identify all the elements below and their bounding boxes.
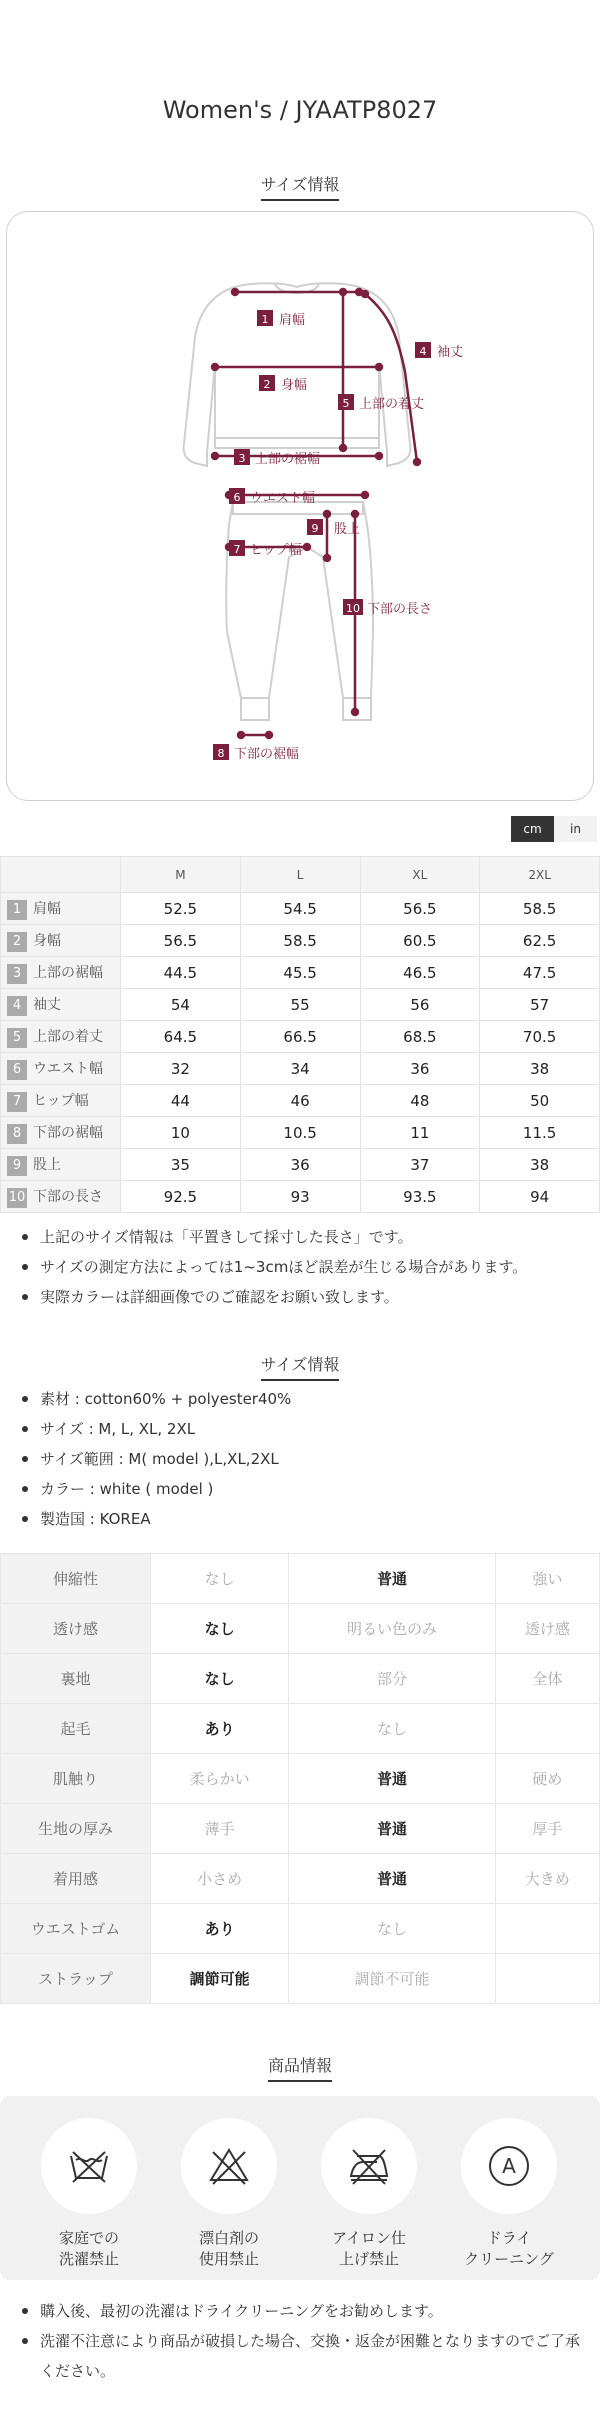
size-notes-list — [14, 1222, 586, 1312]
table-row — [1, 1021, 600, 1053]
fabric-option: 透け感 — [495, 1604, 599, 1654]
svg-text:上部の裾幅: 上部の裾幅 — [255, 452, 321, 467]
fabric-label: 伸縮性 — [1, 1554, 151, 1604]
row-number-badge: 6 — [7, 1060, 27, 1080]
row-label — [1, 1181, 121, 1213]
row-label-text: 股上 — [33, 1156, 61, 1173]
no-iron-finish-icon — [321, 2118, 417, 2214]
svg-text:ヒップ幅: ヒップ幅 — [250, 543, 302, 558]
table-cell: 11.5 — [480, 1117, 600, 1149]
row-label — [1, 989, 121, 1021]
svg-text:4: 4 — [419, 345, 427, 358]
fabric-option: 調節可能 — [151, 1954, 289, 2004]
svg-text:7: 7 — [233, 543, 241, 556]
list-item: サイズの測定方法によっては1~3cmほど誤差が生じる場合があります。 — [14, 1252, 586, 1282]
fabric-label: ウエストゴム — [1, 1904, 151, 1954]
table-row — [1, 1854, 600, 1904]
row-label-text: ヒップ幅 — [33, 1092, 89, 1109]
size-header: XL — [360, 857, 480, 893]
spec-heading-text: サイズ情報 — [261, 1352, 340, 1381]
product-heading — [0, 2053, 600, 2082]
table-cell: 94 — [480, 1181, 600, 1213]
fabric-label: 裏地 — [1, 1654, 151, 1704]
list-item: 製造国 : KOREA — [14, 1504, 586, 1534]
list-item: 購入後、最初の洗濯はドライクリーニングをお勧めします。 — [14, 2296, 586, 2326]
table-cell: 58.5 — [480, 893, 600, 925]
table-cell: 64.5 — [121, 1021, 241, 1053]
row-number-badge: 2 — [7, 932, 27, 952]
svg-text:上部の着丈: 上部の着丈 — [359, 397, 425, 412]
care-label: アイロン仕 上げ禁止 — [332, 2229, 406, 2268]
table-row — [1, 925, 600, 957]
svg-text:3: 3 — [238, 452, 246, 465]
size-header: M — [121, 857, 241, 893]
row-label-text: 身幅 — [33, 932, 61, 949]
size-table-corner — [1, 857, 121, 893]
table-row — [1, 893, 600, 925]
fabric-label: 起毛 — [1, 1704, 151, 1754]
table-row — [1, 1904, 600, 1954]
diagram-label-7 — [229, 540, 302, 558]
product-heading-text: 商品情報 — [268, 2053, 332, 2082]
list-item: サイズ : M, L, XL, 2XL — [14, 1414, 586, 1444]
table-cell: 54.5 — [240, 893, 360, 925]
table-cell: 57 — [480, 989, 600, 1021]
list-item: 洗濯不注意により商品が破損した場合、交換・返金が困難となりますのでご了承ください。 — [14, 2326, 586, 2386]
size-header: L — [240, 857, 360, 893]
diagram-label-9 — [307, 519, 360, 537]
care-item — [41, 2118, 137, 2270]
diagram-label-8 — [213, 744, 299, 762]
row-label-text: 下部の長さ — [33, 1188, 103, 1205]
row-label-text: ウエスト幅 — [33, 1060, 103, 1077]
diagram-label-10 — [343, 599, 432, 617]
table-cell: 50 — [480, 1085, 600, 1117]
list-item: 上記のサイズ情報は「平置きして採寸した長さ」です。 — [14, 1222, 586, 1252]
row-label — [1, 957, 121, 989]
fabric-option — [495, 1954, 599, 2004]
table-cell: 45.5 — [240, 957, 360, 989]
svg-text:6: 6 — [233, 491, 241, 504]
svg-text:8: 8 — [217, 747, 225, 760]
fabric-option — [495, 1704, 599, 1754]
fabric-option: 強い — [495, 1554, 599, 1604]
table-cell: 35 — [121, 1149, 241, 1181]
table-row — [1, 957, 600, 989]
fabric-option: 普通 — [289, 1804, 495, 1854]
row-number-badge: 8 — [7, 1124, 27, 1144]
table-cell: 44 — [121, 1085, 241, 1117]
table-row — [1, 1704, 600, 1754]
row-number-badge: 4 — [7, 996, 27, 1016]
row-number-badge: 10 — [7, 1188, 27, 1208]
diagram-label-5 — [338, 394, 424, 412]
svg-text:肩幅: 肩幅 — [279, 313, 306, 328]
fabric-option: あり — [151, 1904, 289, 1954]
size-header: 2XL — [480, 857, 600, 893]
diagram-label-3 — [234, 449, 320, 467]
fabric-option: なし — [289, 1904, 495, 1954]
fabric-option: なし — [151, 1654, 289, 1704]
svg-text:ウエスト幅: ウエスト幅 — [250, 491, 316, 506]
svg-text:下部の裾幅: 下部の裾幅 — [234, 747, 300, 762]
fabric-option: 小さめ — [151, 1854, 289, 1904]
diagram-label-1 — [257, 310, 305, 328]
diagram-label-6 — [229, 488, 315, 506]
table-cell: 38 — [480, 1149, 600, 1181]
list-item: 実際カラーは詳細画像でのご確認をお願い致します。 — [14, 1282, 586, 1312]
svg-text:身幅: 身幅 — [281, 378, 308, 393]
care-instructions — [0, 2096, 600, 2280]
table-cell: 62.5 — [480, 925, 600, 957]
list-item: 素材 : cotton60% + polyester40% — [14, 1384, 586, 1414]
fabric-label: 肌触り — [1, 1754, 151, 1804]
size-diagram — [6, 211, 594, 801]
table-cell: 54 — [121, 989, 241, 1021]
svg-text:5: 5 — [342, 397, 350, 410]
table-cell: 66.5 — [240, 1021, 360, 1053]
table-row — [1, 1754, 600, 1804]
spec-list — [14, 1384, 586, 1534]
table-cell: 44.5 — [121, 957, 241, 989]
row-label — [1, 893, 121, 925]
table-row — [1, 989, 600, 1021]
table-cell: 68.5 — [360, 1021, 480, 1053]
fabric-option: 硬め — [495, 1754, 599, 1804]
table-cell: 52.5 — [121, 893, 241, 925]
fabric-option: 部分 — [289, 1654, 495, 1704]
table-row — [1, 1954, 600, 2004]
svg-text:袖丈: 袖丈 — [437, 345, 464, 360]
fabric-label: 着用感 — [1, 1854, 151, 1904]
table-cell: 36 — [360, 1053, 480, 1085]
table-row — [1, 1053, 600, 1085]
fabric-option: 普通 — [289, 1554, 495, 1604]
fabric-option: なし — [151, 1604, 289, 1654]
table-row — [1, 1654, 600, 1704]
table-cell: 46 — [240, 1085, 360, 1117]
table-cell: 56.5 — [360, 893, 480, 925]
table-cell: 11 — [360, 1117, 480, 1149]
table-row — [1, 1554, 600, 1604]
row-number-badge: 9 — [7, 1156, 27, 1176]
row-label — [1, 1021, 121, 1053]
row-label — [1, 1149, 121, 1181]
table-cell: 34 — [240, 1053, 360, 1085]
fabric-option: 普通 — [289, 1854, 495, 1904]
table-cell: 60.5 — [360, 925, 480, 957]
row-label-text: 上部の着丈 — [33, 1028, 103, 1045]
size-table-header-row — [1, 857, 600, 893]
fabric-label: 透け感 — [1, 1604, 151, 1654]
fabric-table — [0, 1553, 600, 2004]
unit-in-button[interactable]: in — [554, 816, 597, 842]
svg-text:9: 9 — [311, 522, 319, 535]
row-label — [1, 1117, 121, 1149]
table-row — [1, 1804, 600, 1854]
table-cell: 55 — [240, 989, 360, 1021]
size-table — [0, 856, 600, 1213]
fabric-option: 普通 — [289, 1754, 495, 1804]
fabric-option: 薄手 — [151, 1804, 289, 1854]
table-cell: 10.5 — [240, 1117, 360, 1149]
fabric-option: 柔らかい — [151, 1754, 289, 1804]
row-label-text: 下部の裾幅 — [33, 1124, 103, 1141]
table-row — [1, 1085, 600, 1117]
svg-text:A: A — [502, 2154, 516, 2178]
care-notes-list — [14, 2296, 586, 2386]
table-cell: 56 — [360, 989, 480, 1021]
table-cell: 56.5 — [121, 925, 241, 957]
fabric-option: 全体 — [495, 1654, 599, 1704]
svg-text:1: 1 — [261, 313, 269, 326]
no-bleach-icon — [181, 2118, 277, 2214]
garment-diagram-svg — [7, 212, 595, 802]
care-item — [181, 2118, 277, 2270]
table-cell: 47.5 — [480, 957, 600, 989]
care-label: 家庭での 洗濯禁止 — [58, 2229, 119, 2268]
list-item: サイズ範囲 : M( model ),L,XL,2XL — [14, 1444, 586, 1474]
table-cell: 93 — [240, 1181, 360, 1213]
diagram-label-4 — [415, 342, 463, 360]
table-cell: 38 — [480, 1053, 600, 1085]
care-label: ドライ クリーニング — [464, 2229, 554, 2268]
row-number-badge: 5 — [7, 1028, 27, 1048]
row-label-text: 袖丈 — [33, 996, 61, 1013]
fabric-option: 明るい色のみ — [289, 1604, 495, 1654]
table-cell: 46.5 — [360, 957, 480, 989]
table-cell: 70.5 — [480, 1021, 600, 1053]
svg-text:10: 10 — [346, 602, 360, 615]
fabric-option — [495, 1904, 599, 1954]
svg-text:下部の長さ: 下部の長さ — [367, 602, 433, 617]
table-cell: 93.5 — [360, 1181, 480, 1213]
row-label — [1, 1053, 121, 1085]
table-cell: 92.5 — [121, 1181, 241, 1213]
size-info-heading-text: サイズ情報 — [261, 172, 340, 201]
fabric-option: なし — [151, 1554, 289, 1604]
row-label — [1, 925, 121, 957]
row-label — [1, 1085, 121, 1117]
table-cell: 58.5 — [240, 925, 360, 957]
row-number-badge: 1 — [7, 900, 27, 920]
fabric-option: 大きめ — [495, 1854, 599, 1904]
care-label: 漂白剤の 使用禁止 — [198, 2229, 259, 2268]
care-item — [321, 2118, 417, 2270]
fabric-label: 生地の厚み — [1, 1804, 151, 1854]
fabric-option: なし — [289, 1704, 495, 1754]
table-cell: 48 — [360, 1085, 480, 1117]
table-cell: 32 — [121, 1053, 241, 1085]
row-label-text: 上部の裾幅 — [33, 964, 103, 981]
list-item: カラー : white ( model ) — [14, 1474, 586, 1504]
table-row — [1, 1604, 600, 1654]
page-title: Women's / JYAATP8027 — [162, 96, 438, 124]
table-cell: 10 — [121, 1117, 241, 1149]
svg-text:股上: 股上 — [334, 522, 361, 537]
diagram-label-2 — [259, 375, 307, 393]
svg-text:2: 2 — [263, 378, 271, 391]
dry-clean-icon — [461, 2118, 557, 2214]
table-row — [1, 1117, 600, 1149]
table-row — [1, 1149, 600, 1181]
fabric-label: ストラップ — [1, 1954, 151, 2004]
table-cell: 36 — [240, 1149, 360, 1181]
size-info-heading — [0, 172, 600, 201]
table-row — [1, 1181, 600, 1213]
spec-heading — [0, 1352, 600, 1381]
unit-cm-button[interactable]: cm — [511, 816, 554, 842]
no-home-wash-icon — [41, 2118, 137, 2214]
row-label-text: 肩幅 — [33, 900, 61, 917]
fabric-option: 厚手 — [495, 1804, 599, 1854]
row-number-badge: 7 — [7, 1092, 27, 1112]
care-item — [461, 2118, 557, 2270]
unit-toggle — [511, 816, 597, 842]
fabric-option: 調節不可能 — [289, 1954, 495, 2004]
row-number-badge: 3 — [7, 964, 27, 984]
table-cell: 37 — [360, 1149, 480, 1181]
fabric-option: あり — [151, 1704, 289, 1754]
